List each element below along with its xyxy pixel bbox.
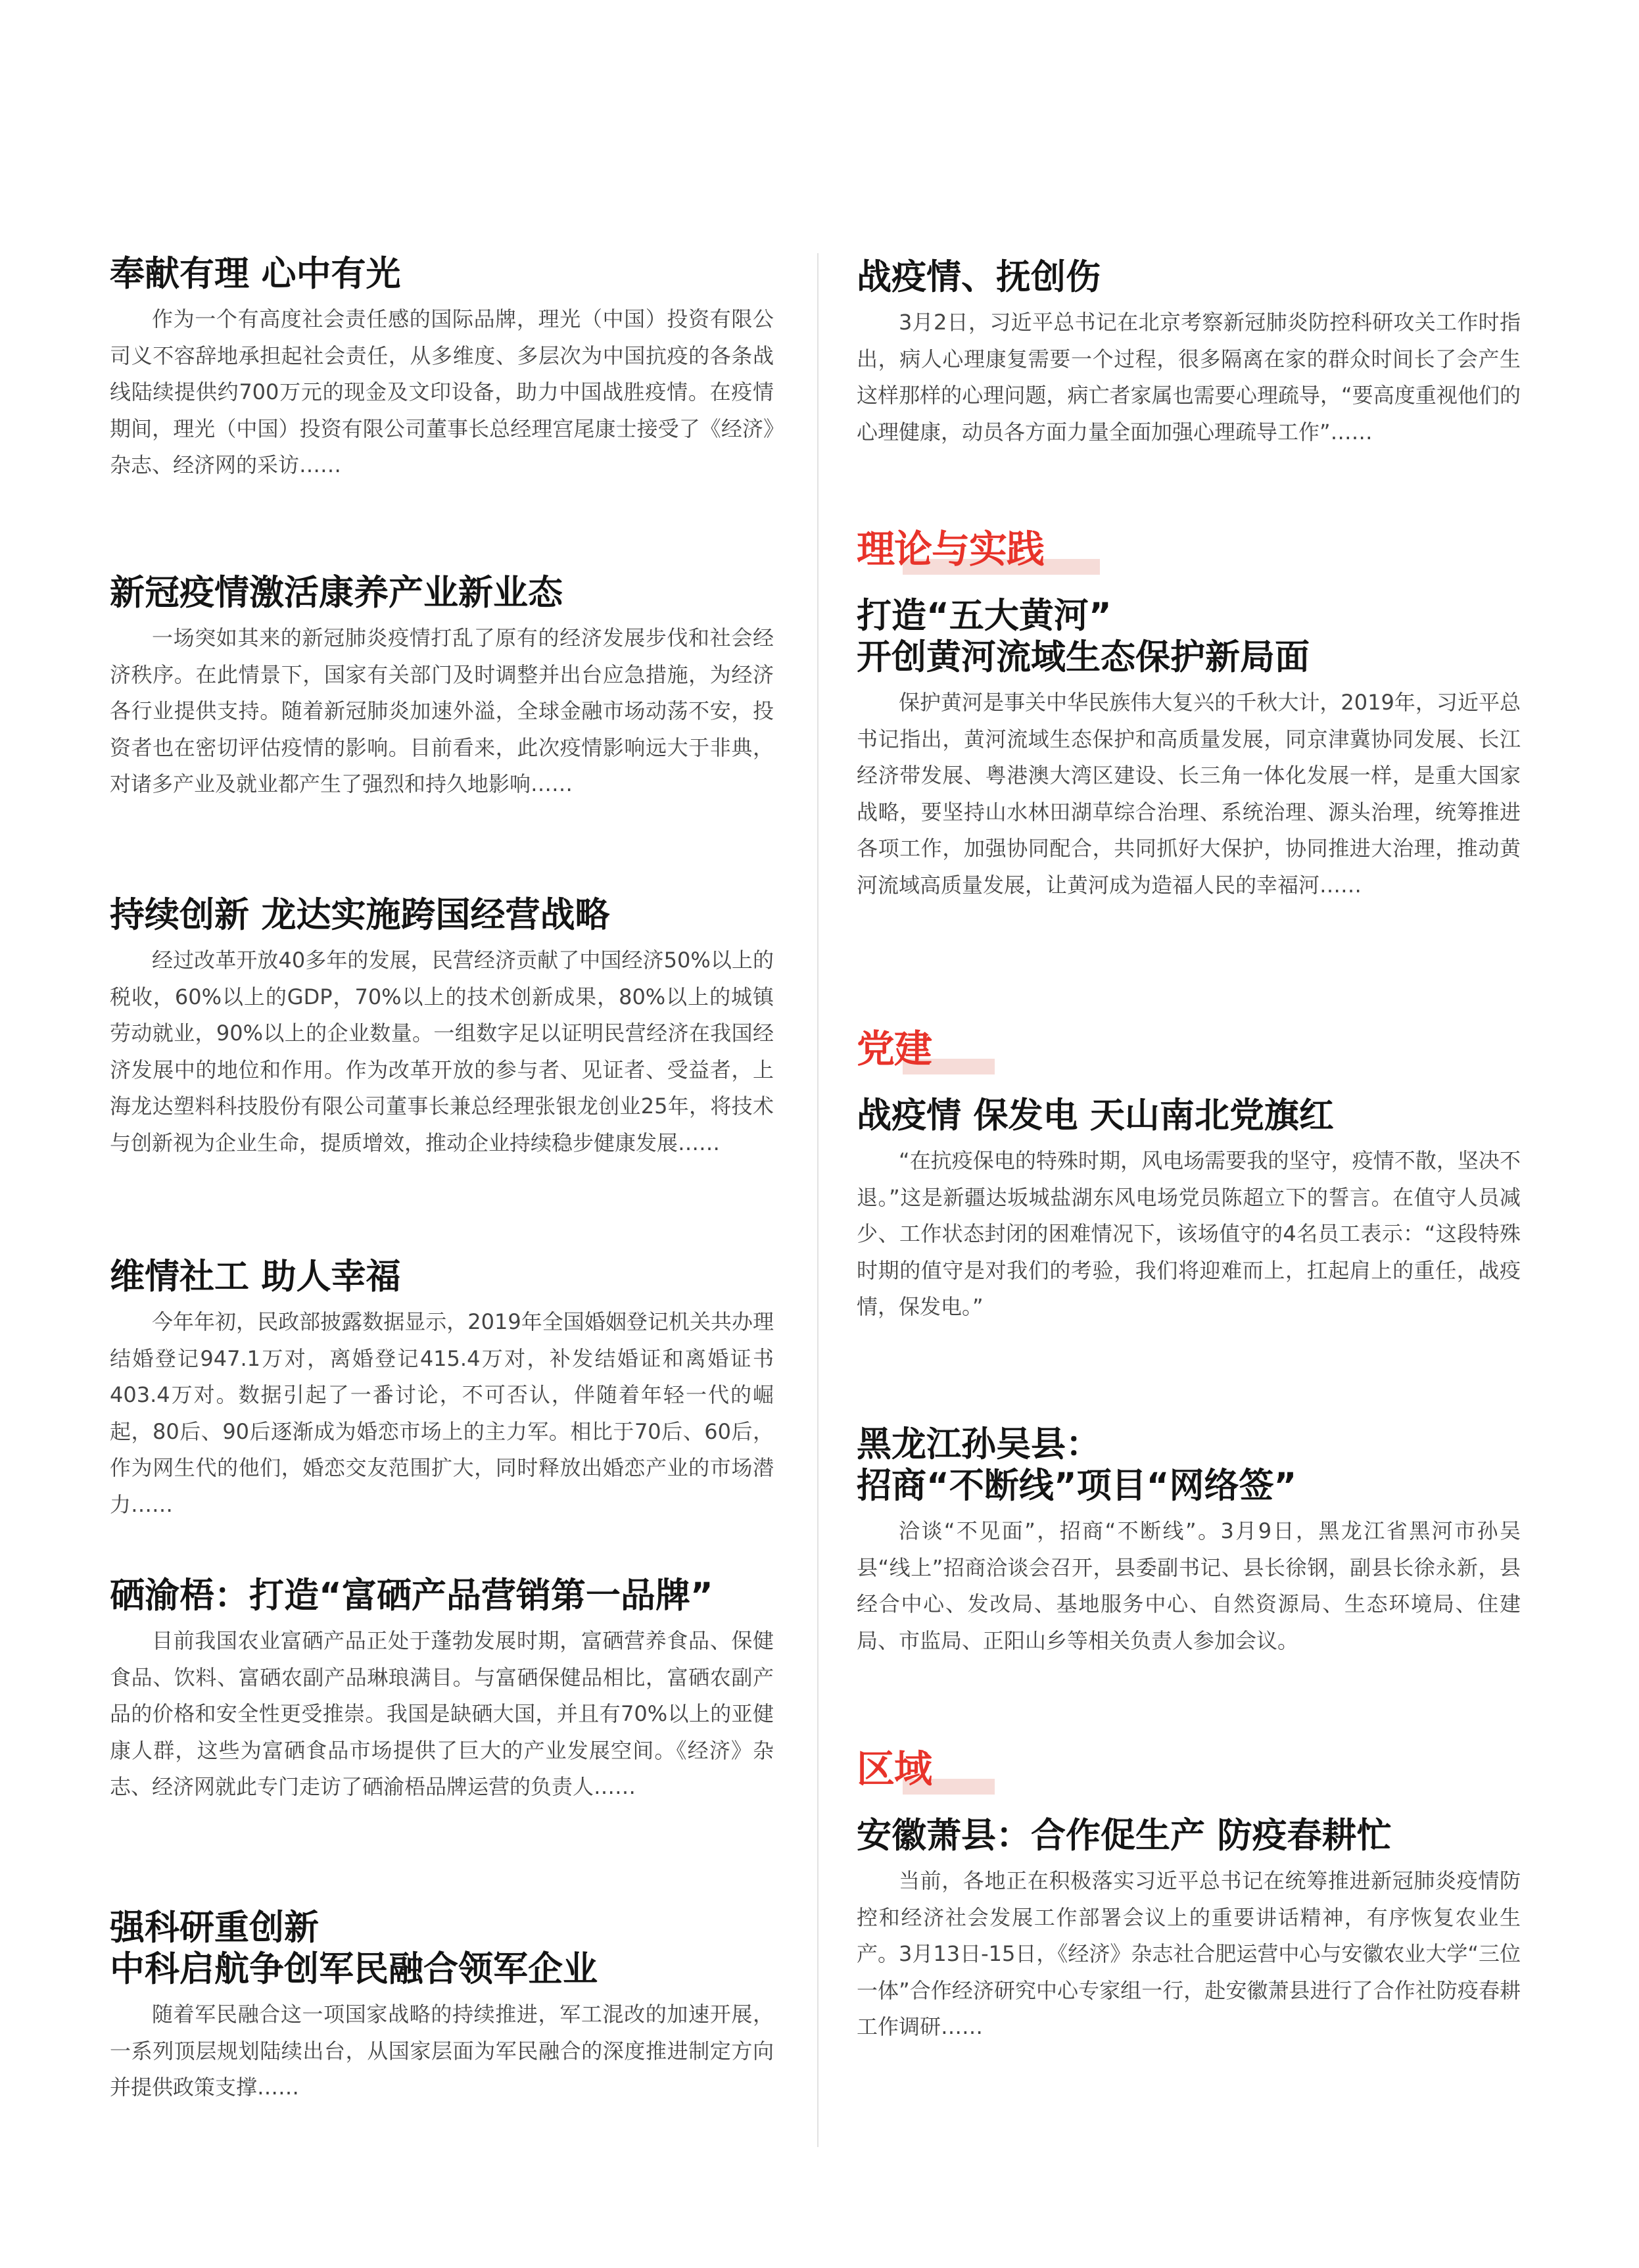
article bbox=[857, 1095, 1521, 1326]
section-label: 理论与实践 bbox=[857, 527, 1045, 571]
article-body: 保护黄河是事关中华民族伟大复兴的千秋大计，2019年，习近平总书记指出，黄河流域生态保护和高质量发展，同京津冀协同发展、长江经济带发展、粤港澳大湾区建设、长三角一体化发展一样，是重大国家战略，要坚持山水林田湖草综合治理、系统治理、源头治理，统筹推进各项工作，加强协同配合，共同抓好大保护，协同推进大治理，推动黄河流域高质量发展，让黄河成为造福人民的幸福河…… bbox=[857, 690, 1521, 898]
article-body: 今年年初，民政部披露数据显示，2019年全国婚姻登记机关共办理结婚登记947.1万对，离婚登记415.4万对，补发结婚证和离婚证书403.4万对。数据引起了一番讨论，不可否认，伴随着年轻一代的崛起，80后、90后逐渐成为婚恋市场上的主力军。相比于70后、60后，作为网生代的他们，婚恋交友范围扩大，同时释放出婚恋产业的市场潜力…… bbox=[110, 1309, 774, 1517]
article bbox=[110, 1907, 774, 2106]
section-label: 党建 bbox=[857, 1026, 932, 1071]
article-body: 一场突如其来的新冠肺炎疫情打乱了原有的经济发展步伐和社会经济秩序。在此情景下，国家有关部门及时调整并出台应急措施，为经济各行业提供支持。随着新冠肺炎加速外溢，全球金融市场动荡不安，投资者也在密切评估疫情的影响。目前看来，此次疫情影响远大于非典，对诸多产业及就业都产生了强烈和持久地影响…… bbox=[110, 625, 774, 796]
article bbox=[857, 1815, 1521, 2046]
article-title: 奉献有理 心中有光 bbox=[110, 254, 401, 294]
article-body: 经过改革开放40多年的发展，民营经济贡献了中国经济50%以上的税收，60%以上的GDP，70%以上的技术创新成果，80%以上的城镇劳动就业，90%以上的企业数量。一组数字足以证明民营经济在我国经济发展中的地位和作用。作为改革开放的参与者、见证者、受益者，上海龙达塑料科技股份有限公司董事长兼总经理张银龙创业25年，将技术与创新视为企业生命，提质增效，推动企业持续稳步健康发展…… bbox=[110, 948, 774, 1155]
article-title: 黑龙江孙吴县： bbox=[857, 1424, 1101, 1464]
article bbox=[110, 1575, 774, 1806]
section-header-party-building bbox=[857, 1026, 932, 1078]
article-title: 新冠疫情激活康养产业新业态 bbox=[110, 573, 563, 613]
section-header-region bbox=[857, 1746, 932, 1798]
article bbox=[110, 572, 774, 803]
article-title: 战疫情、抚创伤 bbox=[857, 257, 1101, 297]
article-title-line-2: 招商“不断线”项目“网络签” bbox=[857, 1466, 1297, 1506]
article-title-line-2: 开创黄河流域生态保护新局面 bbox=[857, 637, 1310, 677]
column-divider bbox=[817, 253, 819, 2147]
article-body: 作为一个有高度社会责任感的国际品牌，理光（中国）投资有限公司义不容辞地承担起社会责任，从多维度、多层次为中国抗疫的各条战线陆续提供约700万元的现金及文印设备，助力中国战胜疫情。在疫情期间，理光（中国）投资有限公司董事长总经理宫尾康士接受了《经济》杂志、经济网的采访…… bbox=[110, 306, 774, 477]
article bbox=[857, 1424, 1521, 1659]
article-title: 安徽萧县：合作促生产 防疫春耕忙 bbox=[857, 1816, 1392, 1856]
article bbox=[110, 253, 774, 484]
article-title: 持续创新 龙达实施跨国经营战略 bbox=[110, 895, 610, 935]
article bbox=[857, 595, 1521, 904]
article-title-line-2: 中科启航争创军民融合领军企业 bbox=[110, 1949, 598, 1989]
article-body: 目前我国农业富硒产品正处于蓬勃发展时期，富硒营养食品、保健食品、饮料、富硒农副产品琳琅满目。与富硒保健品相比，富硒农副产品的价格和安全性更受推崇。我国是缺硒大国，并且有70%以上的亚健康人群，这些为富硒食品市场提供了巨大的产业发展空间。《经济》杂志、经济网就此专门走访了硒渝梧品牌运营的负责人…… bbox=[110, 1628, 774, 1799]
article-title: 硒渝梧：打造“富硒产品营销第一品牌” bbox=[110, 1576, 713, 1616]
article-body: 3月2日，习近平总书记在北京考察新冠肺炎防控科研攻关工作时指出，病人心理康复需要一个过程，很多隔离在家的群众时间长了会产生这样那样的心理问题，病亡者家属也需要心理疏导，“要高度重视他们的心理健康，动员各方面力量全面加强心理疏导工作”…… bbox=[857, 310, 1521, 445]
article-title: 强科研重创新 bbox=[110, 1908, 319, 1948]
article-body: 当前，各地正在积极落实习近平总书记在统筹推进新冠肺炎疫情防控和经济社会发展工作部署会议上的重要讲话精神，有序恢复农业生产。3月13日-15日，《经济》杂志社合肥运营中心与安徽农业大学“三位一体”合作经济研究中心专家组一行，赴安徽萧县进行了合作社防疫春耕工作调研…… bbox=[857, 1868, 1521, 2039]
article-title: 维情社工 助人幸福 bbox=[110, 1257, 401, 1297]
article-body: 随着军民融合这一项国家战略的持续推进，军工混改的加速开展，一系列顶层规划陆续出台，从国家层面为军民融合的深度推进制定方向并提供政策支撑…… bbox=[110, 2002, 774, 2100]
article-body: 洽谈“不见面”，招商“不断线”。3月9日，黑龙江省黑河市孙吴县“线上”招商洽谈会召开，县委副书记、县长徐钢，副县长徐永新，县经合中心、发改局、基地服务中心、自然资源局、生态环境局、住建局、市监局、正阳山乡等相关负责人参加会议。 bbox=[857, 1518, 1521, 1653]
article bbox=[857, 256, 1521, 450]
article-title: 战疫情 保发电 天山南北党旗红 bbox=[857, 1096, 1334, 1136]
section-label: 区域 bbox=[857, 1747, 932, 1791]
section-header-theory-practice bbox=[857, 526, 1044, 579]
article bbox=[110, 1256, 774, 1523]
article-title: 打造“五大黄河” bbox=[857, 596, 1112, 636]
article-body: “在抗疫保电的特殊时期，风电场需要我的坚守，疫情不散，坚决不退。”这是新疆达坂城盐湖东风电场党员陈超立下的誓言。在值守人员减少、工作状态封闭的困难情况下，该场值守的4名员工表示：“这段特殊时期的值守是对我们的考验，我们将迎难而上，扛起肩上的重任，战疫情，保发电。” bbox=[857, 1148, 1521, 1319]
article bbox=[110, 894, 774, 1161]
